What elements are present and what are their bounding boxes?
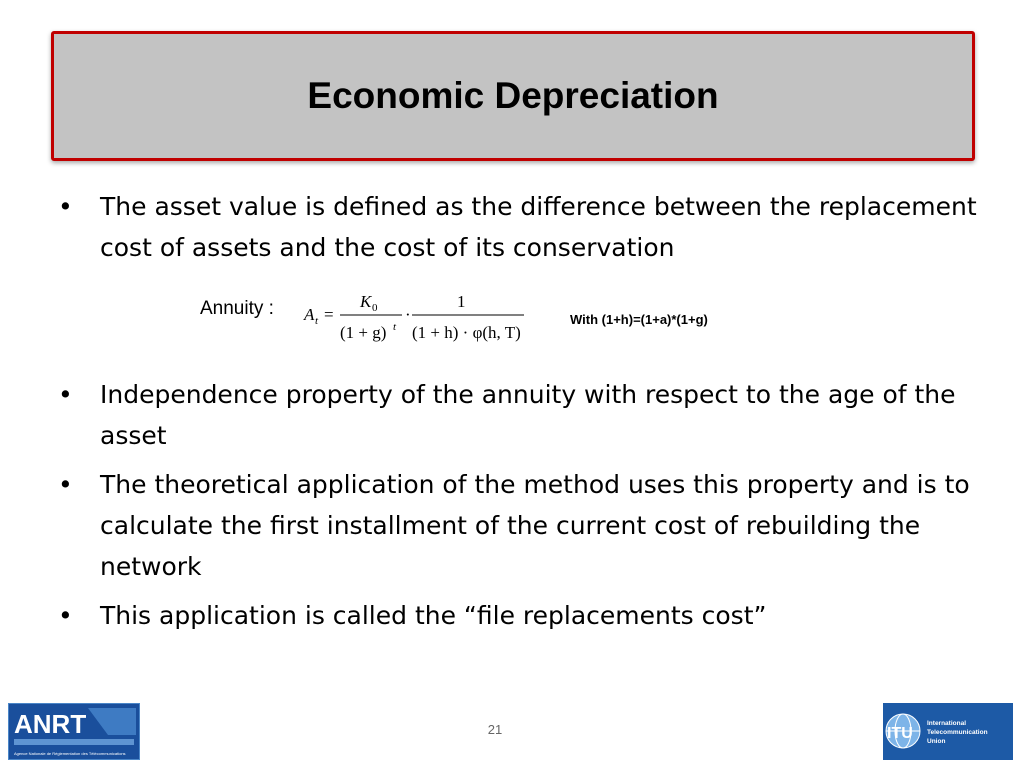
bullet-text: The asset value is defined as the difference between the replacement cost of assets and the cost of its conservation — [100, 192, 977, 262]
formula-row — [200, 288, 760, 348]
svg-text:Telecommunication: Telecommunication — [927, 729, 988, 736]
annuity-formula — [302, 288, 532, 348]
bullet-icon: • — [58, 470, 73, 499]
annuity-label: Annuity : — [200, 298, 274, 319]
formula-den1: (1 + g) — [340, 323, 387, 342]
bullet-icon: • — [58, 192, 73, 221]
svg-text:Union: Union — [927, 738, 946, 745]
anrt-logo — [8, 703, 140, 760]
title-box — [51, 31, 975, 161]
bullet-icon: • — [58, 380, 73, 409]
bullet-item — [58, 595, 978, 636]
formula-dot: · — [405, 305, 411, 324]
anrt-logo-text: ANRT — [14, 709, 87, 739]
page-number: 21 — [487, 722, 503, 737]
formula-num1: K — [360, 292, 372, 311]
itu-logo-text: ITU — [887, 725, 913, 742]
bullet-text: This application is called the “file replacements cost” — [100, 601, 767, 630]
formula-note: With (1+h)=(1+a)*(1+g) — [570, 312, 708, 327]
formula-num1-sub: 0 — [372, 302, 378, 314]
formula-num2: 1 — [457, 292, 466, 311]
itu-logo — [883, 703, 1013, 760]
bullet-item — [58, 186, 978, 268]
formula-lhs-sub: t — [315, 315, 319, 327]
anrt-logo-subtitle: Agence Nationale de Réglementation des Télécommunications — [14, 751, 126, 756]
formula-den2: (1 + h) · φ(h, T) — [412, 323, 521, 342]
slide-title: Economic Depreciation — [307, 75, 719, 116]
formula-lhs: A — [304, 305, 315, 324]
formula-den1-sup: t — [393, 321, 397, 333]
bullet-text: Independence property of the annuity with respect to the age of the asset — [100, 380, 956, 450]
bullet-item — [58, 374, 978, 456]
formula-eq: = — [324, 305, 334, 324]
bullet-text: The theoretical application of the method uses this property and is to calculate the first installment of the current cost of rebuilding the network — [100, 470, 970, 581]
svg-text:International: International — [927, 720, 967, 727]
bullet-item — [58, 464, 978, 587]
bullet-icon: • — [58, 601, 73, 630]
